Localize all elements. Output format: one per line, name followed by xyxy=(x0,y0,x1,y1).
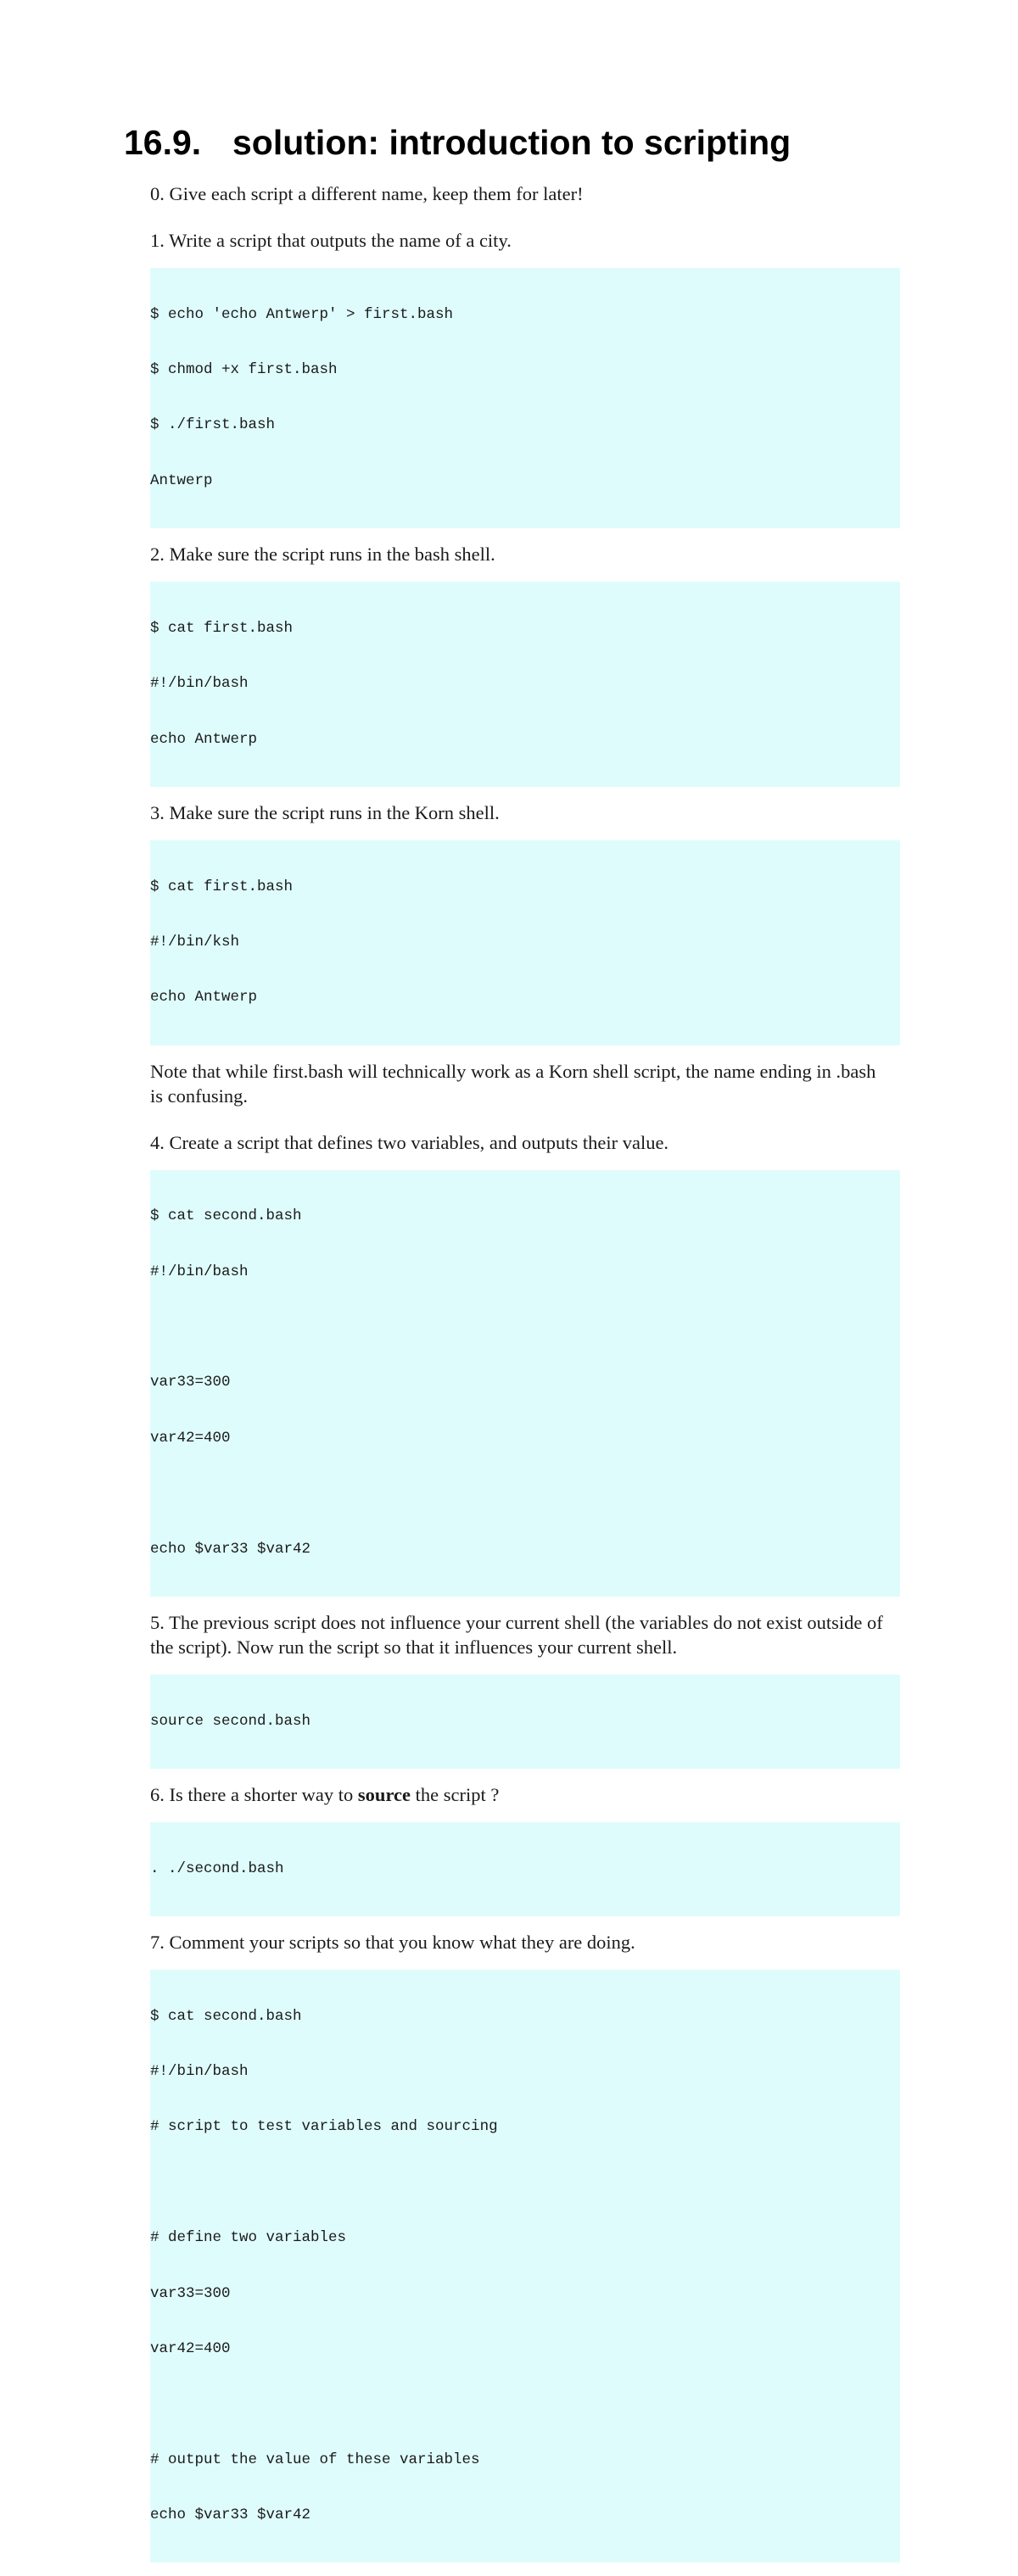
code-block-2 xyxy=(150,582,900,787)
code-line: echo Antwerp xyxy=(150,989,258,1006)
code-line xyxy=(150,2395,900,2414)
code-line: $ ./first.bash xyxy=(150,416,276,434)
code-line: $ chmod +x first.bash xyxy=(150,360,338,378)
code-block-4 xyxy=(150,1170,900,1597)
code-line xyxy=(150,2174,900,2193)
paragraph-item-6 xyxy=(150,1782,900,1807)
code-line: #!/bin/bash xyxy=(150,1263,249,1280)
code-block-7 xyxy=(150,1970,900,2563)
code-line: Antwerp xyxy=(150,471,213,489)
paragraph-item-2: 2. Make sure the script runs in the bash shell. xyxy=(150,544,495,566)
code-line: var33=300 xyxy=(150,2284,231,2302)
paragraph-item-1: 1. Write a script that outputs the name of a city. xyxy=(150,230,512,251)
code-line: # define two variables xyxy=(150,2229,347,2247)
paragraph-item-0: 0. Give each script a different name, keep them for later! xyxy=(150,183,584,204)
paragraph-6-lead: 6. Is there a shorter way to xyxy=(150,1784,358,1805)
code-block-3 xyxy=(150,840,900,1045)
section-number: 16.9. xyxy=(124,123,202,162)
section-content xyxy=(150,181,900,2576)
code-line: # output the value of these variables xyxy=(150,2451,480,2468)
code-line: var42=400 xyxy=(150,1429,231,1447)
code-line: . ./second.bash xyxy=(150,1860,284,1877)
code-line: echo Antwerp xyxy=(150,730,258,748)
code-line: #!/bin/ksh xyxy=(150,933,240,951)
code-line: source second.bash xyxy=(150,1712,311,1730)
code-line: echo $var33 $var42 xyxy=(150,1540,311,1558)
code-line: var33=300 xyxy=(150,1374,231,1391)
section-heading-text: solution: introduction to scripting xyxy=(232,123,791,162)
code-block-5 xyxy=(150,1675,900,1769)
note-paragraph: Note that while first.bash will technically work as a Korn shell script, the name ending in .bash is confusing. xyxy=(150,1060,876,1107)
paragraph-6-tail: the script ? xyxy=(411,1784,500,1805)
code-line: var42=400 xyxy=(150,2339,231,2357)
code-line: $ cat second.bash xyxy=(150,2007,302,2025)
code-line: #!/bin/bash xyxy=(150,2062,249,2080)
code-block-6 xyxy=(150,1822,900,1916)
code-line: #!/bin/bash xyxy=(150,675,249,693)
source-keyword: source xyxy=(357,1784,411,1805)
paragraph-item-3: 3. Make sure the script runs in the Korn shell. xyxy=(150,801,500,823)
code-line: $ cat first.bash xyxy=(150,619,294,637)
code-line: $ echo 'echo Antwerp' > first.bash xyxy=(150,305,454,323)
paragraph-item-7: 7. Comment your scripts so that you know what they are doing. xyxy=(150,1931,635,1953)
code-line: echo $var33 $var42 xyxy=(150,2506,311,2524)
code-line xyxy=(150,1319,900,1337)
section-title xyxy=(124,117,791,168)
code-line: # script to test variables and sourcing xyxy=(150,2118,498,2136)
code-line xyxy=(150,1485,900,1503)
code-block-1 xyxy=(150,268,900,528)
code-line: $ cat first.bash xyxy=(150,878,294,895)
paragraph-item-4: 4. Create a script that defines two variables, and outputs their value. xyxy=(150,1131,669,1153)
code-line: $ cat second.bash xyxy=(150,1207,302,1225)
paragraph-item-5: 5. The previous script does not influence your current shell (the variables do not exist outside of the script). Now run the script so that it influences your current shell. xyxy=(150,1612,883,1659)
